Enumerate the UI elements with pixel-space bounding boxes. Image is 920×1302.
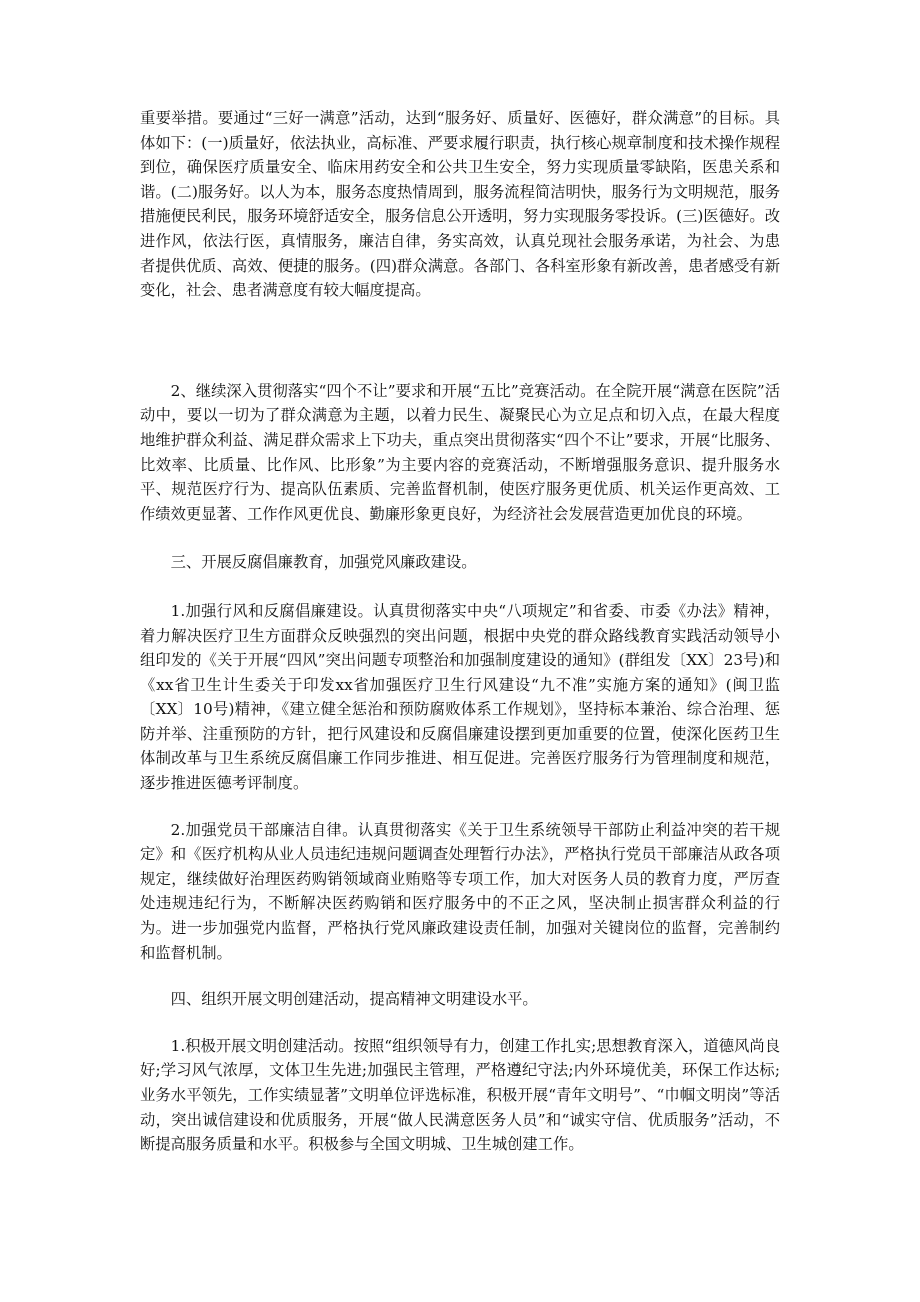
document-page bbox=[140, 106, 780, 1157]
spacer bbox=[140, 526, 780, 550]
section-heading-anti-corruption: 三、开展反腐倡廉教育，加强党风廉政建设。 bbox=[170, 553, 477, 572]
spacer bbox=[140, 965, 780, 987]
spacer bbox=[140, 575, 780, 599]
paragraph-four-no-let: 2、继续深入贯彻落实“四个不让”要求和开展“五比”竞赛活动。在全院开展“满意在医院”活动中，要以一切为了群众满意为主题，以着力民生、凝聚民心为立足点和切入点，在最大程度地维护群众利益、满足群众需求上下功夫，重点突出贯彻落实“四个不让”要求，开展“比服务、比效率、比质量、比作风、比形象”为主要内容的竞赛活动，不断增强服务意识、提升服务水平、规范医疗行为、提高队伍素质、完善监督机制，使医疗服务更优质、机关运作更高效、工作绩效更显著、工作作风更优良、勤廉形象更良好，为经济社会发展营造更加优良的环境。 bbox=[140, 381, 780, 523]
spacer bbox=[140, 796, 780, 818]
paragraph-service-goals: 重要举措。要通过“三好一满意”活动，达到“服务好、质量好、医德好，群众满意”的目标。具体如下：(一)质量好，依法执业，高标准、严要求履行职责，执行核心规章制度和技术操作规程到位，确保医疗质量安全、临床用药安全和公共卫生安全，努力实现质量零缺陷，医患关系和谐。(二)服务好。以人为本，服务态度热情周到，服务流程简洁明快，服务行为文明规范，服务措施便民利民，服务环境舒适安全，服务信息公开透明，努力实现服务零投诉。(三)医德好。改进作风，依法行医，真情服务，廉洁自律，务实高效，认真兑现社会服务承诺，为社会、为患者提供优质、高效、便捷的服务。(四)群众满意。各部门、各科室形象有新改善，患者感受有新变化，社会、患者满意度有较大幅度提高。 bbox=[140, 109, 780, 300]
paragraph-industry-style: 1.加强行风和反腐倡廉建设。认真贯彻落实中央“八项规定”和省委、市委《办法》精神，着力解决医疗卫生方面群众反映强烈的突出问题，根据中央党的群众路线教育实践活动领导小组印发的《关于开展“四风”突出问题专项整治和加强制度建设的通知》(群组发〔XX〕23号)和《xx省卫生计生委关于印发xx省加强医疗卫生行风建设“九不准”实施方案的通知》(闽卫监〔XX〕10号)精神，《建立健全惩治和预防腐败体系工作规划》，坚持标本兼治、综合治理、惩防并举、注重预防的方针，把行风建设和反腐倡廉建设摆到更加重要的位置，使深化医药卫生体制改革与卫生系统反腐倡廉工作同步推进、相互促进。完善医疗服务行为管理制度和规范，逐步推进医德考评制度。 bbox=[140, 601, 780, 793]
section-heading-civilization: 四、组织开展文明创建活动，提高精神文明建设水平。 bbox=[170, 990, 538, 1009]
paragraph-civilization-activities: 1.积极开展文明创建活动。按照“组织领导有力，创建工作扎实;思想教育深入，道德风尚良好;学习风气浓厚，文体卫生先进;加强民主管理，严格遵纪守法;内外环境优美，环保工作达标;业务水平领先，工作实绩显著”文明单位评选标准，积极开展“青年文明号”、“巾帼文明岗”等活动，突出诚信建设和优质服务，开展“做人民满意医务人员”和“诚实守信、优质服务”活动，不断提高服务质量和水平。积极参与全国文明城、卫生城创建工作。 bbox=[140, 1036, 780, 1154]
spacer bbox=[140, 303, 780, 379]
spacer bbox=[140, 1012, 780, 1034]
paragraph-cadre-integrity: 2.加强党员干部廉洁自律。认真贯彻落实《关于卫生系统领导干部防止利益冲突的若干规定》和《医疗机构从业人员违纪违规问题调查处理暂行办法》，严格执行党员干部廉洁从政各项规定，继续做好治理医药购销领域商业贿赂等专项工作，加大对医务人员的教育力度，严厉查处违规违纪行为，不断解决医药购销和医疗服务中的不正之风，坚决制止损害群众利益的行为。进一步加强党内监督，严格执行党风廉政建设责任制，加强对关键岗位的监督，完善制约和监督机制。 bbox=[140, 820, 780, 962]
